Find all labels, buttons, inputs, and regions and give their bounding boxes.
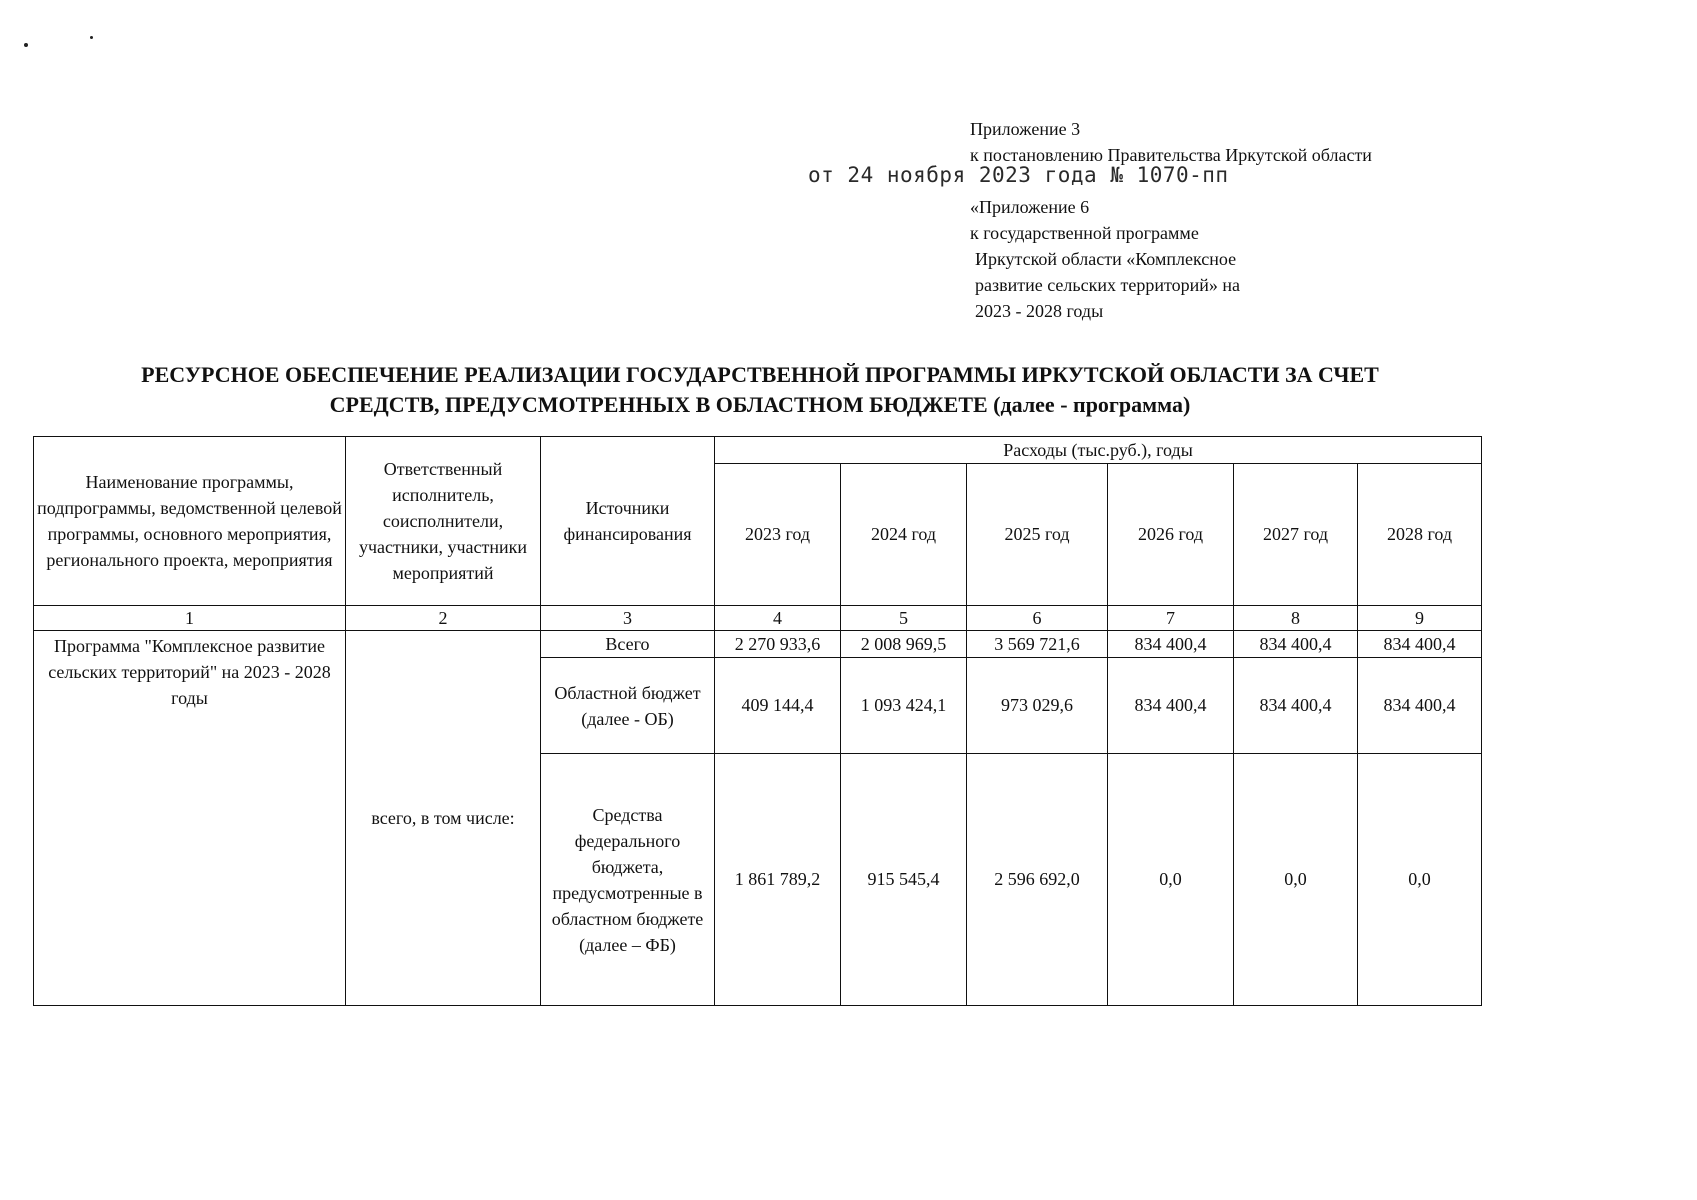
expense-value: 3 569 721,6 xyxy=(967,631,1108,658)
program-name: Программа "Комплексное развитие сельских территорий" на 2023 - 2028 годы xyxy=(34,631,346,1006)
resolution-date-stamp: от 24 ноября 2023 года № 1070-пп xyxy=(808,163,1229,187)
header-year: 2023 год xyxy=(715,464,841,606)
column-number: 1 xyxy=(34,606,346,631)
funding-source: Средства федерального бюджета, предусмотренные в областном бюджете (далее – ФБ) xyxy=(541,754,715,1006)
appendix-line: «Приложение 6 xyxy=(970,197,1090,217)
scan-speck xyxy=(24,43,28,47)
expense-value: 2 008 969,5 xyxy=(841,631,967,658)
expense-value: 834 400,4 xyxy=(1234,631,1358,658)
program-executor: всего, в том числе: xyxy=(346,631,541,1006)
expense-value: 2 596 692,0 xyxy=(967,754,1108,1006)
column-number: 3 xyxy=(541,606,715,631)
column-number: 7 xyxy=(1108,606,1234,631)
title-line: РЕСУРСНОЕ ОБЕСПЕЧЕНИЕ РЕАЛИЗАЦИИ ГОСУДАРСТВЕННОЙ ПРОГРАММЫ ИРКУТСКОЙ ОБЛАСТИ ЗА СЧЕТ xyxy=(141,362,1379,387)
appendix-line: развитие сельских территорий» на xyxy=(975,275,1240,295)
appendix-line: Приложение 3 xyxy=(970,119,1081,139)
column-number: 5 xyxy=(841,606,967,631)
expense-value: 0,0 xyxy=(1358,754,1482,1006)
expense-value: 2 270 933,6 xyxy=(715,631,841,658)
resource-table xyxy=(33,436,1482,1006)
header-year: 2027 год xyxy=(1234,464,1358,606)
appendix-line: Иркутской области «Комплексное xyxy=(975,249,1237,269)
expense-value: 409 144,4 xyxy=(715,658,841,754)
appendix-line: к постановлению Правительства Иркутской области xyxy=(970,145,1372,165)
expense-value: 915 545,4 xyxy=(841,754,967,1006)
scan-speck xyxy=(90,36,93,39)
expense-value: 834 400,4 xyxy=(1358,658,1482,754)
header-year: 2026 год xyxy=(1108,464,1234,606)
header-expenses: Расходы (тыс.руб.), годы xyxy=(715,437,1482,464)
header-year: 2025 год xyxy=(967,464,1108,606)
appendix-line: 2023 - 2028 годы xyxy=(975,301,1104,321)
header-name: Наименование программы, подпрограммы, ведомственной целевой программы, основного мероприятия, регионального проекта, мероприятия xyxy=(34,437,346,606)
appendix-block xyxy=(970,116,1490,324)
expense-value: 834 400,4 xyxy=(1108,658,1234,754)
document-title xyxy=(30,360,1490,420)
expense-value: 973 029,6 xyxy=(967,658,1108,754)
header-year: 2024 год xyxy=(841,464,967,606)
expense-value: 834 400,4 xyxy=(1234,658,1358,754)
column-number: 9 xyxy=(1358,606,1482,631)
expense-value: 834 400,4 xyxy=(1358,631,1482,658)
expense-value: 1 093 424,1 xyxy=(841,658,967,754)
expense-value: 1 861 789,2 xyxy=(715,754,841,1006)
funding-source: Областной бюджет (далее - ОБ) xyxy=(541,658,715,754)
appendix-line: к государственной программе xyxy=(970,223,1199,243)
expense-value: 0,0 xyxy=(1234,754,1358,1006)
expense-value: 834 400,4 xyxy=(1108,631,1234,658)
expense-value: 0,0 xyxy=(1108,754,1234,1006)
header-year: 2028 год xyxy=(1358,464,1482,606)
title-line: СРЕДСТВ, ПРЕДУСМОТРЕННЫХ В ОБЛАСТНОМ БЮДЖЕТЕ (далее - программа) xyxy=(329,392,1191,417)
column-number: 6 xyxy=(967,606,1108,631)
column-number: 8 xyxy=(1234,606,1358,631)
funding-source: Всего xyxy=(541,631,715,658)
header-sources: Источники финансирования xyxy=(541,437,715,606)
column-number: 2 xyxy=(346,606,541,631)
header-executor: Ответственный исполнитель, соисполнители, участники, участники мероприятий xyxy=(346,437,541,606)
column-number: 4 xyxy=(715,606,841,631)
